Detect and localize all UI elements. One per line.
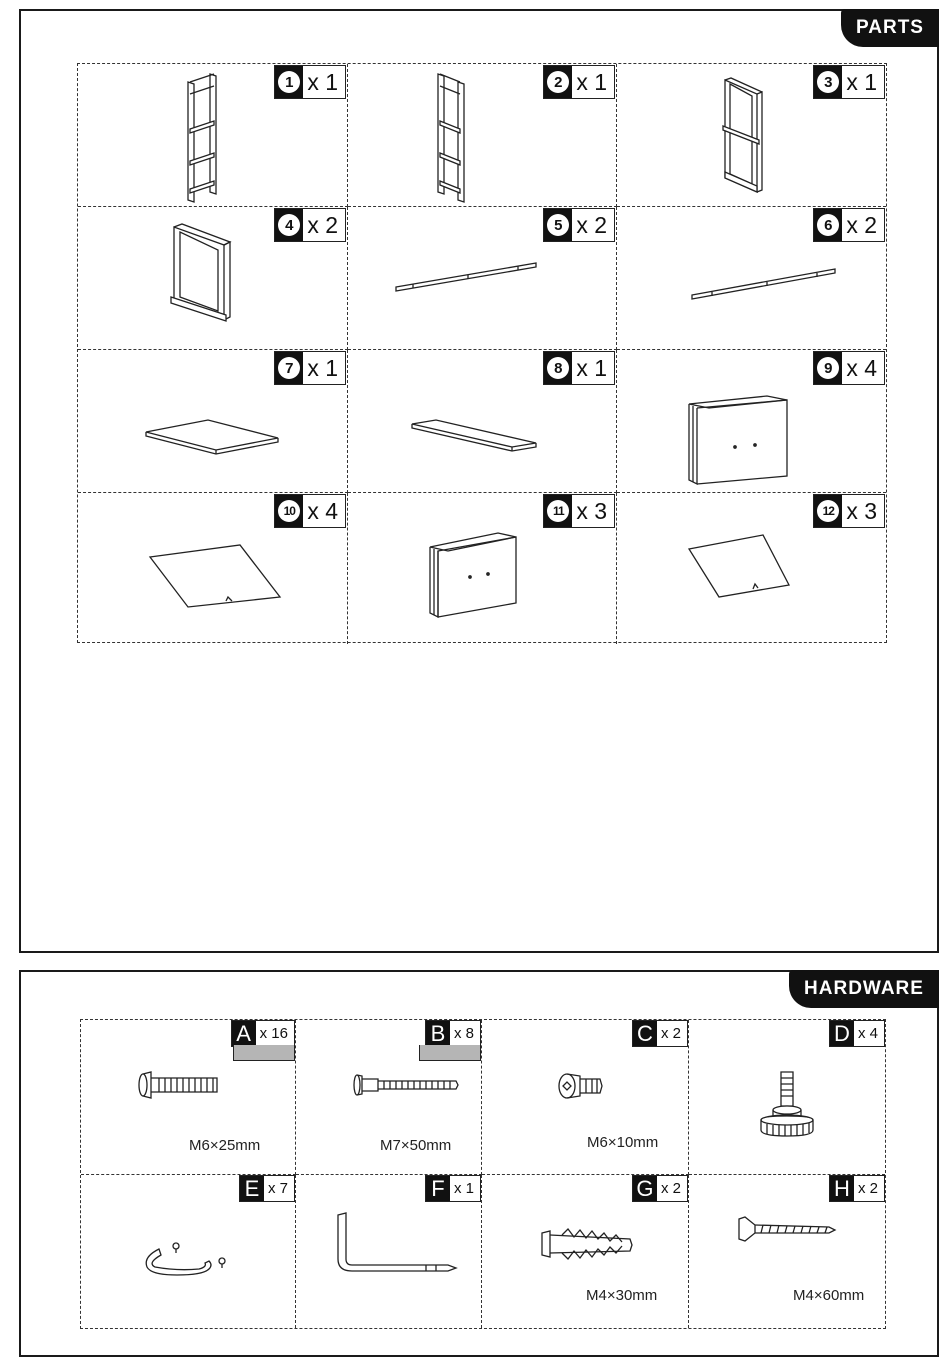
part-quantity: x 4 [307, 497, 338, 524]
part-number: 5 [547, 214, 569, 236]
part-quantity: x 1 [576, 354, 607, 381]
top-board-icon [78, 350, 348, 493]
leveling-foot-icon [689, 1020, 885, 1175]
hardware-quantity: x 4 [857, 1025, 878, 1042]
hardware-cell-a [81, 1020, 296, 1175]
handle-icon [81, 1175, 296, 1328]
hardware-cell-d [689, 1020, 885, 1175]
parts-title: PARTS [841, 9, 939, 47]
part-quantity: x 4 [846, 354, 877, 381]
part-cell-11 [348, 493, 617, 644]
part-quantity: x 1 [846, 68, 877, 95]
hardware-quantity: x 16 [259, 1025, 288, 1042]
hardware-quantity: x 2 [660, 1180, 681, 1197]
part-cell-7 [78, 350, 348, 493]
drawer-front-icon [348, 493, 617, 644]
part-quantity: x 3 [846, 497, 877, 524]
hardware-size: M4×60mm [793, 1287, 865, 1304]
part-cell-12 [617, 493, 886, 644]
side-frame-icon [78, 207, 348, 350]
part-number: 6 [817, 214, 839, 236]
hardware-letter: F [426, 1176, 450, 1201]
hardware-letter: E [240, 1176, 264, 1201]
hardware-cell-b [296, 1020, 482, 1175]
hardware-letter: B [426, 1021, 450, 1046]
hardware-quantity: x 1 [453, 1180, 474, 1197]
drawer-bottom-icon [78, 493, 348, 644]
part-number: 8 [547, 357, 569, 379]
part-number: 10 [278, 500, 300, 522]
part-cell-4 [78, 207, 348, 350]
part-number: 3 [817, 71, 839, 93]
hardware-letter: A [232, 1021, 256, 1046]
wall-anchor-icon [482, 1175, 689, 1328]
hardware-quantity: x 2 [857, 1180, 878, 1197]
part-quantity: x 2 [846, 211, 877, 238]
hardware-grid [80, 1019, 886, 1329]
hardware-size: M4×30mm [586, 1287, 658, 1304]
hardware-quantity: x 2 [660, 1025, 681, 1042]
allen-key-icon [296, 1175, 482, 1328]
part-number: 11 [547, 500, 569, 522]
part-number: 1 [278, 71, 300, 93]
part-cell-6 [617, 207, 886, 350]
ladder-frame-icon [348, 64, 617, 207]
hardware-cell-f [296, 1175, 482, 1328]
short-bolt-icon [482, 1020, 689, 1175]
part-cell-1 [78, 64, 348, 207]
hardware-cell-c [482, 1020, 689, 1175]
narrow-board-icon [348, 350, 617, 493]
drawer-bottom-icon [617, 493, 886, 644]
part-cell-8 [348, 350, 617, 493]
hardware-panel [19, 970, 939, 1357]
part-cell-5 [348, 207, 617, 350]
wood-screw-icon [689, 1175, 885, 1328]
hardware-letter: H [830, 1176, 854, 1201]
drawer-front-icon [617, 350, 886, 493]
hardware-size: M7×50mm [380, 1137, 452, 1154]
hardware-quantity: x 8 [453, 1025, 474, 1042]
hardware-letter: C [633, 1021, 657, 1046]
rail-icon [348, 207, 617, 350]
hardware-quantity: x 7 [267, 1180, 288, 1197]
part-cell-9 [617, 350, 886, 493]
part-cell-2 [348, 64, 617, 207]
part-quantity: x 3 [576, 497, 607, 524]
hardware-size: M6×25mm [189, 1137, 261, 1154]
hardware-cell-e [81, 1175, 296, 1328]
ladder-frame-icon [78, 64, 348, 207]
hardware-size: M6×10mm [587, 1134, 659, 1151]
rail-icon [617, 207, 886, 350]
part-quantity: x 1 [576, 68, 607, 95]
part-cell-10 [78, 493, 348, 644]
part-number: 4 [278, 214, 300, 236]
parts-panel [19, 9, 939, 953]
parts-grid [77, 63, 887, 643]
part-quantity: x 1 [307, 354, 338, 381]
hardware-title: HARDWARE [789, 970, 939, 1008]
part-number: 12 [817, 500, 839, 522]
part-number: 9 [817, 357, 839, 379]
hardware-cell-g [482, 1175, 689, 1328]
part-quantity: x 1 [307, 68, 338, 95]
part-number: 2 [547, 71, 569, 93]
hardware-cell-h [689, 1175, 885, 1328]
hardware-letter: G [633, 1176, 657, 1201]
part-cell-3 [617, 64, 886, 207]
double-frame-icon [617, 64, 886, 207]
part-number: 7 [278, 357, 300, 379]
part-quantity: x 2 [307, 211, 338, 238]
part-quantity: x 2 [576, 211, 607, 238]
hardware-letter: D [830, 1021, 854, 1046]
